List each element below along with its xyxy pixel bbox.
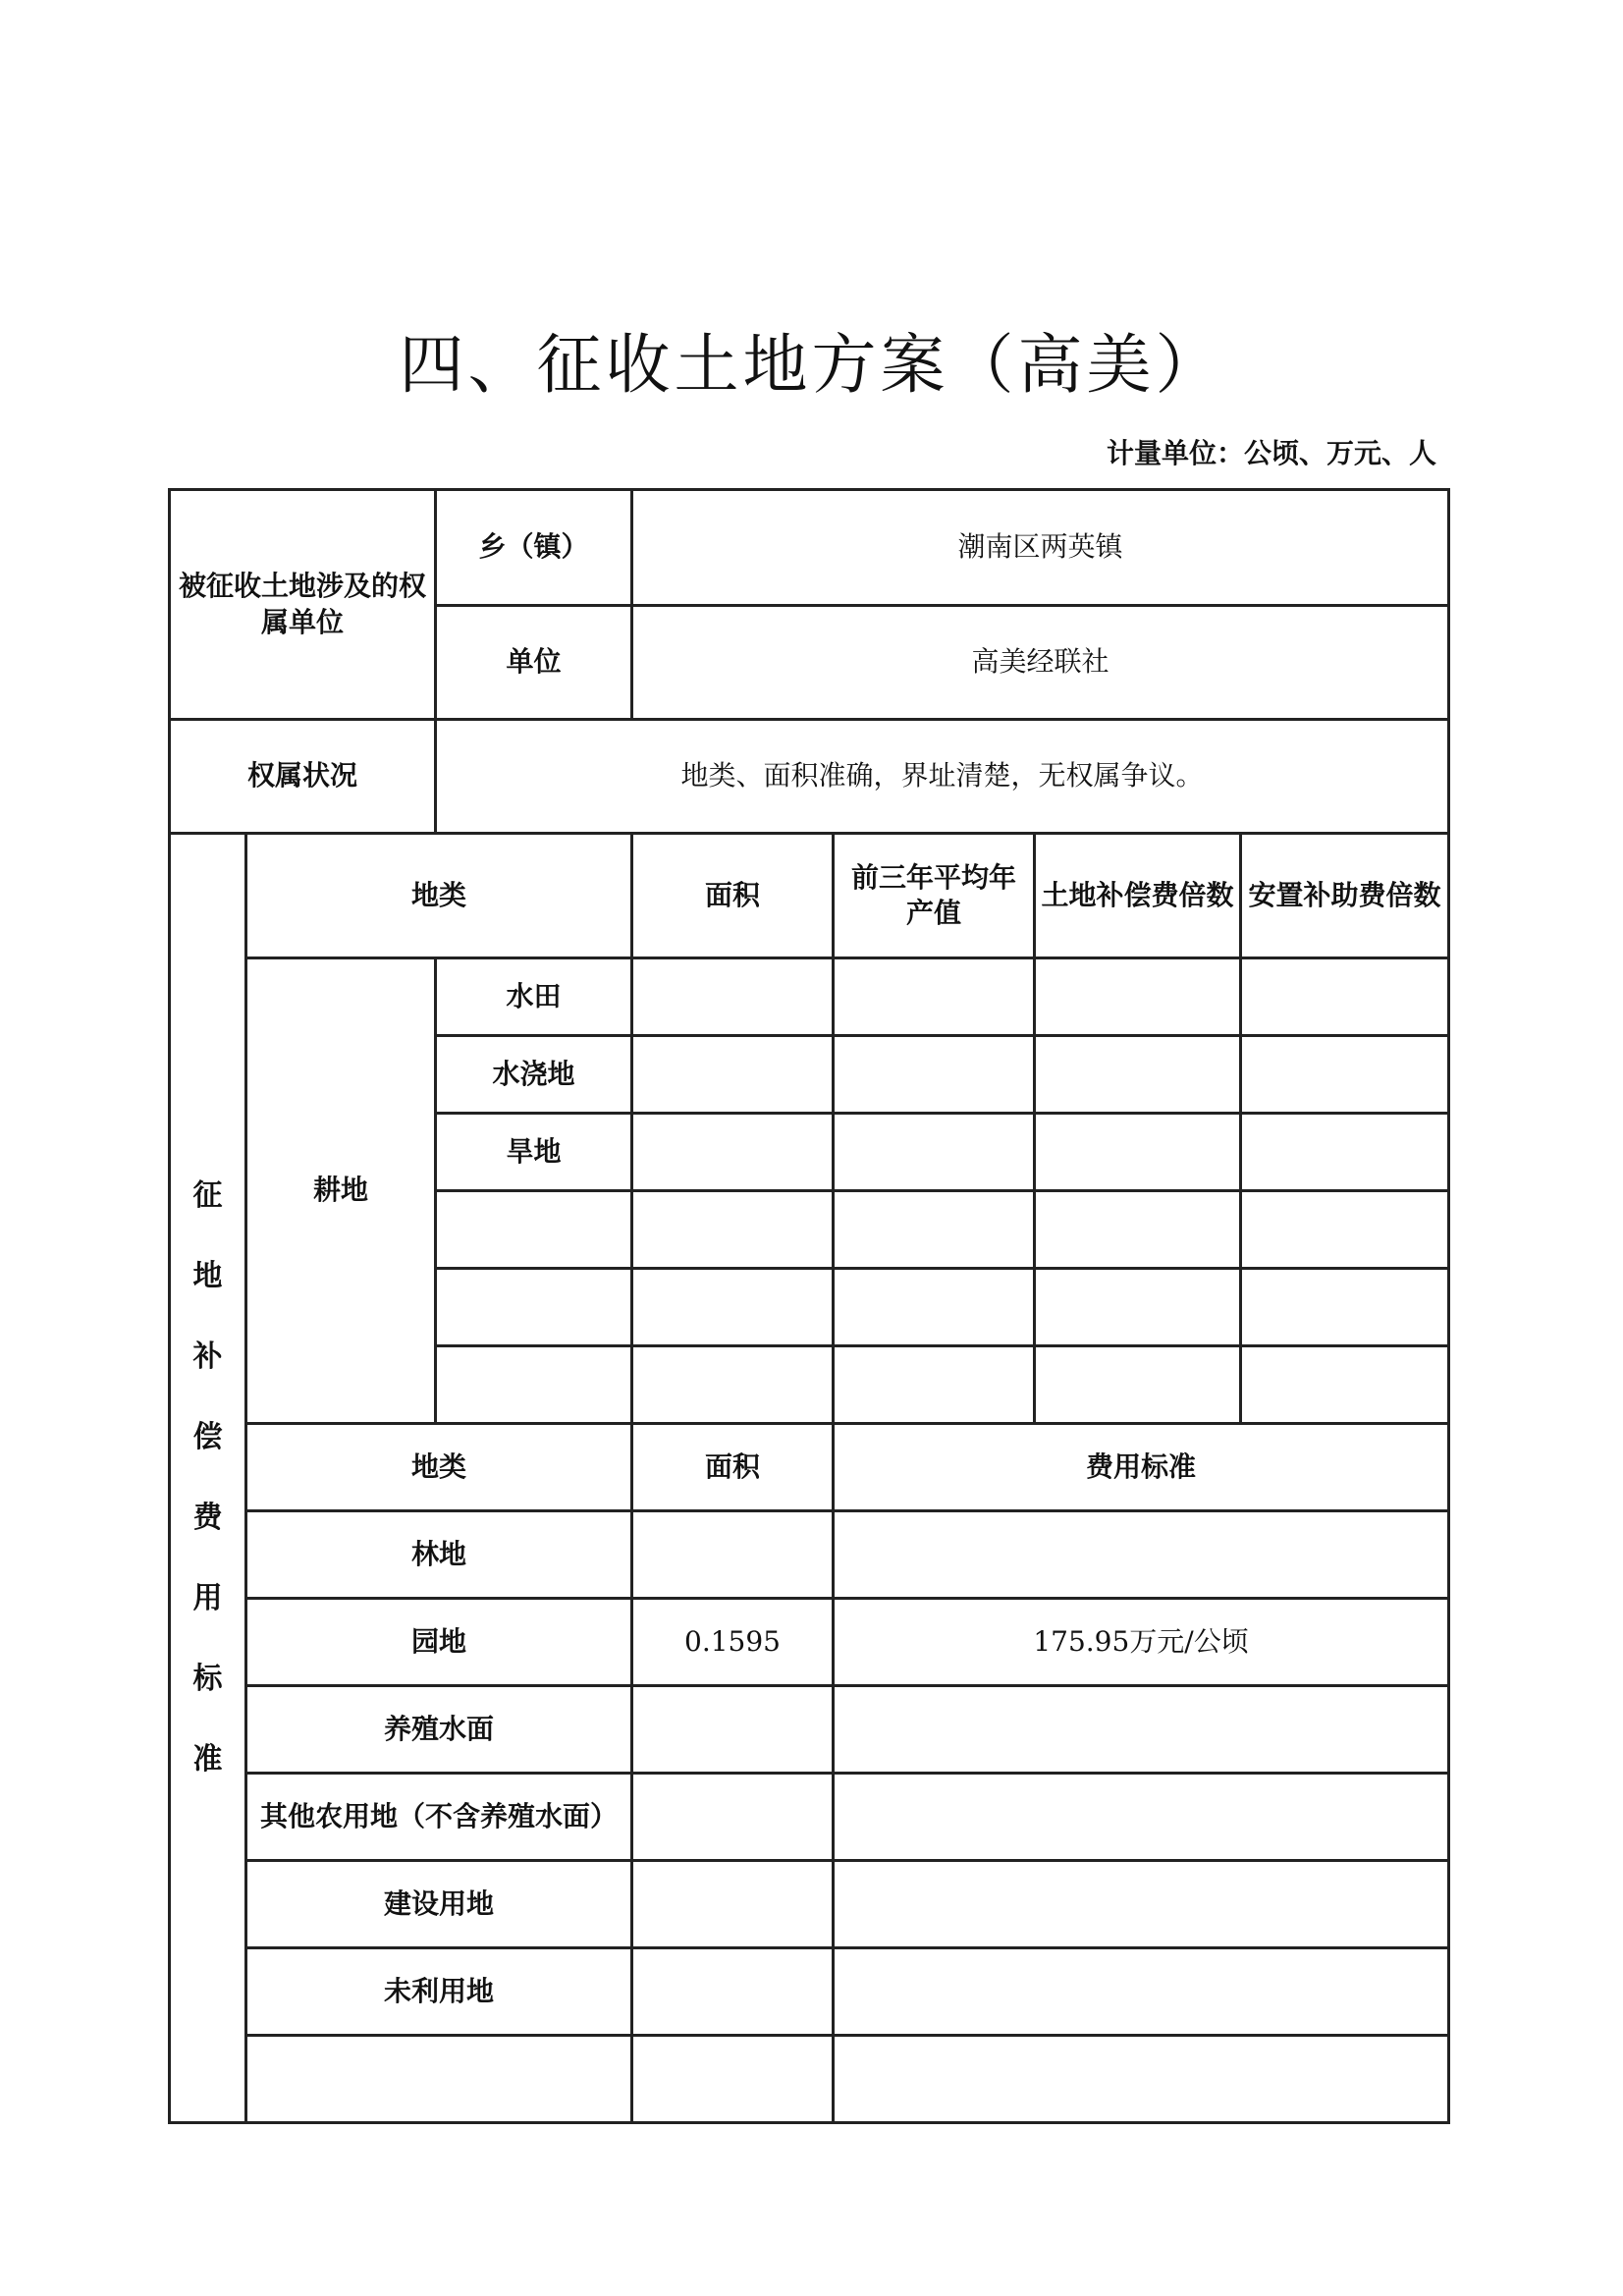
other-row-standard	[834, 1686, 1449, 1774]
other-header-standard: 费用标准	[834, 1424, 1449, 1511]
farmland-cell	[1241, 1114, 1449, 1191]
farmland-cell	[1241, 1191, 1449, 1269]
farmland-cell	[1035, 1036, 1241, 1114]
other-row-type: 其他农用地（不含养殖水面）	[246, 1774, 632, 1861]
farmland-header-land-multiple: 土地补偿费倍数	[1035, 834, 1241, 958]
farmland-cell	[834, 1269, 1035, 1346]
farmland-cell	[1241, 1269, 1449, 1346]
side-char: 偿	[192, 1420, 223, 1454]
township-label: 乡（镇）	[436, 490, 632, 606]
farmland-cell	[834, 958, 1035, 1036]
other-row-type: 未利用地	[246, 1948, 632, 2036]
side-char: 费	[192, 1501, 223, 1535]
farmland-cell	[834, 1036, 1035, 1114]
farmland-row-type: 旱地	[436, 1114, 632, 1191]
unit-value: 高美经联社	[632, 606, 1449, 720]
land-acquisition-table	[168, 488, 1447, 2185]
farmland-row-type	[436, 1269, 632, 1346]
farmland-cell	[632, 958, 834, 1036]
other-row-area: 0.1595	[632, 1599, 834, 1686]
other-header-type: 地类	[246, 1424, 632, 1511]
other-row-type: 养殖水面	[246, 1686, 632, 1774]
other-row-type	[246, 2036, 632, 2123]
farmland-cell	[632, 1346, 834, 1424]
farmland-row-type	[436, 1346, 632, 1424]
farmland-header-output: 前三年平均年产值	[834, 834, 1035, 958]
farmland-cell	[632, 1269, 834, 1346]
other-row-standard	[834, 1948, 1449, 2036]
ownership-status-label: 权属状况	[170, 720, 436, 834]
other-row-area	[632, 1511, 834, 1599]
farmland-group-label: 耕地	[246, 958, 436, 1424]
other-row-type: 园地	[246, 1599, 632, 1686]
farmland-row-type: 水田	[436, 958, 632, 1036]
other-header-area: 面积	[632, 1424, 834, 1511]
side-char: 征	[192, 1178, 223, 1213]
side-char: 准	[192, 1742, 223, 1777]
other-row-standard	[834, 2036, 1449, 2123]
ownership-label: 被征收土地涉及的权属单位	[170, 490, 436, 720]
ownership-status-value: 地类、面积准确，界址清楚，无权属争议。	[436, 720, 1449, 834]
page-title: 四、征收土地方案（高美）	[399, 327, 1224, 403]
other-row-area	[632, 1774, 834, 1861]
farmland-cell	[834, 1191, 1035, 1269]
farmland-cell	[1035, 1346, 1241, 1424]
side-char: 标	[192, 1662, 223, 1696]
farmland-header-type: 地类	[246, 834, 632, 958]
farmland-cell	[632, 1114, 834, 1191]
unit-label: 单位	[436, 606, 632, 720]
side-char: 补	[192, 1339, 223, 1374]
farmland-header-area: 面积	[632, 834, 834, 958]
side-char: 地	[192, 1259, 223, 1293]
other-row-standard	[834, 1861, 1449, 1948]
farmland-cell	[834, 1346, 1035, 1424]
farmland-cell	[1035, 1191, 1241, 1269]
farmland-cell	[632, 1191, 834, 1269]
farmland-header-resettle-multiple: 安置补助费倍数	[1241, 834, 1449, 958]
farmland-cell	[1035, 1269, 1241, 1346]
other-row-standard: 175.95万元/公顷	[834, 1599, 1449, 1686]
farmland-cell	[834, 1114, 1035, 1191]
farmland-cell	[1241, 1346, 1449, 1424]
other-row-type: 建设用地	[246, 1861, 632, 1948]
unit-note: 计量单位：公顷、万元、人	[1106, 437, 1436, 469]
farmland-cell	[1241, 1036, 1449, 1114]
other-row-area	[632, 1861, 834, 1948]
farmland-row-type	[436, 1191, 632, 1269]
other-row-area	[632, 1686, 834, 1774]
farmland-cell	[1035, 958, 1241, 1036]
farmland-cell	[632, 1036, 834, 1114]
farmland-cell	[1241, 958, 1449, 1036]
compensation-side-label	[170, 834, 246, 2123]
other-row-area	[632, 2036, 834, 2123]
other-row-standard	[834, 1511, 1449, 1599]
farmland-cell	[1035, 1114, 1241, 1191]
farmland-row-type: 水浇地	[436, 1036, 632, 1114]
other-row-standard	[834, 1774, 1449, 1861]
side-char: 用	[192, 1581, 223, 1615]
township-value: 潮南区两英镇	[632, 490, 1449, 606]
other-row-area	[632, 1948, 834, 2036]
other-row-type: 林地	[246, 1511, 632, 1599]
